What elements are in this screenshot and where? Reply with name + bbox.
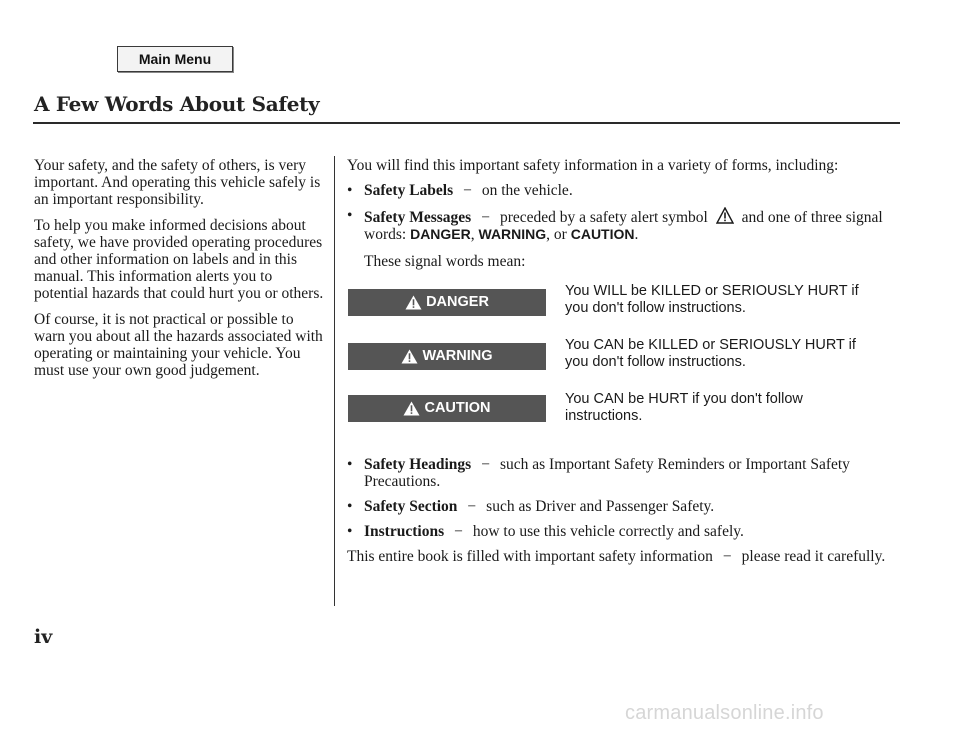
- main-menu-button[interactable]: Main Menu: [117, 46, 233, 72]
- warning-triangle-icon: [405, 295, 422, 310]
- dash: −: [454, 523, 463, 540]
- title-divider: [33, 122, 900, 124]
- signal-word-danger: DANGER: [410, 226, 471, 242]
- left-column: [34, 157, 326, 388]
- page-number: iv: [34, 626, 53, 648]
- dash: −: [463, 182, 472, 199]
- bullet-text: such as Important Safety Reminders or Important Safety Precautions.: [364, 456, 850, 490]
- bullet-symbol: •: [347, 498, 353, 515]
- paragraph: Your safety, and the safety of others, is very important. And operating this vehicle safely is an important responsibility.: [34, 157, 321, 208]
- signal-meaning: You CAN be HURT if you don't follow instructions.: [565, 391, 803, 424]
- bullet-instructions: [347, 523, 907, 540]
- bullet-safety-labels: [347, 182, 907, 199]
- bullet-symbol: •: [347, 523, 353, 540]
- bullet-safety-headings: [347, 456, 907, 490]
- closing-after: please read it carefully.: [741, 548, 886, 565]
- badge-label: DANGER: [426, 294, 489, 310]
- period: .: [634, 226, 639, 243]
- bullet-symbol: •: [347, 182, 353, 199]
- page-title: A Few Words About Safety: [34, 92, 320, 116]
- dash: −: [481, 456, 490, 473]
- bullet-text: preceded by a safety alert symbol: [499, 209, 708, 226]
- dash: −: [467, 498, 477, 515]
- closing-before: This entire book is filled with important safety information: [347, 548, 713, 565]
- dash: −: [722, 548, 732, 565]
- signal-word-caution: CAUTION: [570, 226, 635, 242]
- signal-intro: These signal words mean:: [364, 253, 526, 270]
- column-divider: [334, 156, 335, 606]
- right-column: [347, 157, 907, 565]
- separator: ,: [470, 226, 479, 243]
- signal-meaning: You CAN be KILLED or SERIOUSLY HURT if you don't follow instructions.: [565, 337, 856, 370]
- badge-label: CAUTION: [424, 400, 491, 416]
- signal-word-warning: WARNING: [478, 226, 547, 242]
- bullet-text: on the vehicle.: [481, 182, 573, 199]
- safety-alert-icon: [716, 207, 734, 224]
- bullet-heading: Safety Headings: [364, 456, 472, 473]
- bullet-text: and one of three signal words:: [364, 209, 883, 243]
- caution-badge: [348, 395, 546, 422]
- watermark: carmanualsonline.info: [625, 702, 824, 724]
- intro-text: You will find this important safety information in a variety of forms, including:: [347, 157, 839, 174]
- badge-label: WARNING: [422, 348, 493, 364]
- bullet-heading: Safety Section: [364, 498, 458, 515]
- bullet-heading: Safety Labels: [364, 182, 454, 199]
- bullet-safety-messages: [347, 207, 907, 243]
- bullet-symbol: •: [347, 207, 353, 224]
- paragraph: Of course, it is not practical or possible to warn you about all the hazards associated with operating or maintaining your vehicle. You must use your own good judgement.: [34, 311, 323, 379]
- bullet-safety-section: [347, 498, 907, 515]
- signal-table: [347, 281, 907, 445]
- paragraph: To help you make informed decisions about safety, we have provided operating procedures and other information on labels and in this manual. This information alerts you to potential hazards that could hurt you or others.: [34, 217, 324, 302]
- signal-meaning: You WILL be KILLED or SERIOUSLY HURT if you don't follow instructions.: [565, 283, 859, 316]
- bullet-heading: Instructions: [364, 523, 445, 540]
- warning-triangle-icon: [403, 401, 420, 416]
- bullet-text: such as Driver and Passenger Safety.: [486, 498, 715, 515]
- bullet-heading: Safety Messages: [364, 209, 472, 226]
- bullet-text: how to use this vehicle correctly and safely.: [472, 523, 744, 540]
- dash: −: [481, 209, 490, 226]
- warning-triangle-icon: [401, 349, 418, 364]
- bullet-symbol: •: [347, 456, 353, 473]
- warning-badge: [348, 343, 546, 370]
- separator: , or: [546, 226, 571, 243]
- danger-badge: [348, 289, 546, 316]
- closing-text: [347, 548, 887, 565]
